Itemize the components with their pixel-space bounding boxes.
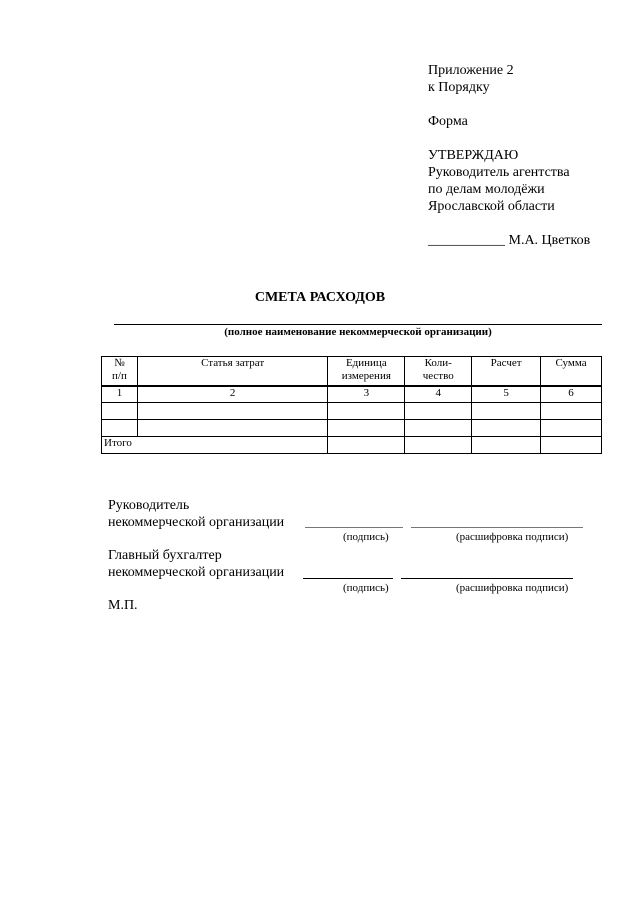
table-cell[interactable] [328, 437, 405, 454]
head-decode-caption: (расшифровка подписи) [456, 531, 569, 543]
total-label: Итого [102, 437, 328, 454]
table-row-column-numbers [102, 386, 602, 403]
table-cell[interactable] [405, 420, 472, 437]
approver-position-2: по делам молодёжи [428, 182, 545, 197]
head-signature-label: Руководитель некоммерческой организации [108, 498, 285, 530]
approve-label: УТВЕРЖДАЮ [428, 148, 519, 163]
table-cell[interactable] [102, 403, 138, 420]
head-signature-line[interactable] [305, 527, 403, 528]
appendix-reference: к Порядку [428, 80, 490, 95]
table-cell[interactable] [472, 437, 541, 454]
accountant-signature-label: Главный бухгалтер некоммерческой организации [108, 548, 285, 580]
column-number-cell: 2 [137, 386, 327, 403]
column-number-cell: 3 [328, 386, 405, 403]
table-row [102, 403, 602, 420]
table-row [102, 420, 602, 437]
column-number-cell: 6 [541, 386, 602, 403]
header-cost-item: Статья затрат [137, 357, 327, 387]
table-cell[interactable] [405, 403, 472, 420]
estimate-table [101, 356, 602, 454]
table-cell[interactable] [137, 403, 327, 420]
signature-blank: ___________ [428, 233, 505, 248]
header-number: № п/п [102, 357, 138, 387]
header-sum: Сумма [541, 357, 602, 387]
accountant-signature-line[interactable] [303, 578, 393, 579]
column-number-cell: 5 [472, 386, 541, 403]
table-cell[interactable] [405, 437, 472, 454]
table-cell[interactable] [541, 437, 602, 454]
table-row-total [102, 437, 602, 454]
table-cell[interactable] [102, 420, 138, 437]
header-quantity: Коли- чество [405, 357, 472, 387]
table-cell[interactable] [541, 403, 602, 420]
org-name-caption: (полное наименование некоммерческой организации) [224, 326, 492, 338]
column-number-cell: 1 [102, 386, 138, 403]
table-cell[interactable] [472, 403, 541, 420]
org-name-line [114, 324, 602, 325]
header-calculation: Расчет [472, 357, 541, 387]
table-cell[interactable] [328, 403, 405, 420]
approver-position-3: Ярославской области [428, 199, 555, 214]
approver-position-1: Руководитель агентства [428, 165, 570, 180]
stamp-place-label: М.П. [108, 598, 138, 613]
accountant-decode-caption: (расшифровка подписи) [456, 582, 569, 594]
approver-name: М.А. Цветков [508, 233, 591, 248]
table-header-row [102, 357, 602, 387]
head-name-line[interactable] [411, 527, 583, 528]
form-label: Форма [428, 114, 468, 129]
appendix-label: Приложение 2 [428, 63, 514, 78]
approver-signature-line [428, 232, 590, 249]
column-number-cell: 4 [405, 386, 472, 403]
accountant-name-line[interactable] [401, 578, 573, 579]
header-unit: Единица измерения [328, 357, 405, 387]
table-cell[interactable] [137, 420, 327, 437]
table-cell[interactable] [328, 420, 405, 437]
accountant-sign-caption: (подпись) [343, 582, 389, 594]
document-title: СМЕТА РАСХОДОВ [254, 290, 386, 305]
table-cell[interactable] [541, 420, 602, 437]
table-cell[interactable] [472, 420, 541, 437]
head-sign-caption: (подпись) [343, 531, 389, 543]
approval-block [428, 62, 590, 249]
